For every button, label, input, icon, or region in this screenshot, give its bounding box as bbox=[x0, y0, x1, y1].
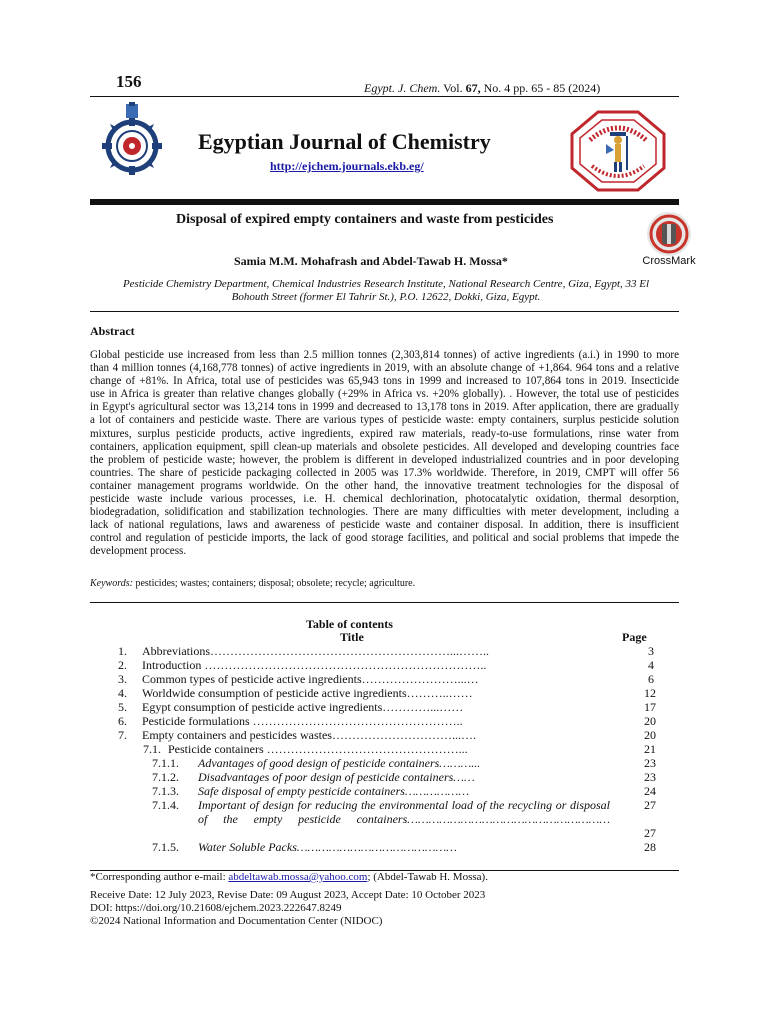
toc-row-page: 24 bbox=[644, 784, 656, 798]
toc-row-page: 6 bbox=[648, 672, 654, 686]
toc-row-title[interactable]: Safe disposal of empty pesticide containers……………… bbox=[198, 784, 469, 798]
toc-row-number: 7.1.5. bbox=[152, 840, 179, 854]
corresponding-email-link[interactable]: abdeltawab.mossa@yahoo.com bbox=[228, 871, 368, 883]
abstract-line: use in Africa is greater than relative changes globally (+29% in Africa vs. +20% globally). . However, the total use of pesticides bbox=[90, 388, 679, 401]
header-rule bbox=[90, 96, 679, 97]
toc-row-page: 23 bbox=[644, 770, 656, 784]
toc-row-number: 7.1.2. bbox=[152, 770, 179, 784]
abstract-line: mixtures, surplus pesticide products, active ingredients, expired raw materials, ready-to-use formulations, rinse water from bbox=[90, 427, 679, 440]
abstract-line: container management programs worldwide. On the other hand, the innovative treatment technologies for the disposal of bbox=[90, 479, 679, 492]
toc-row-page: 27 bbox=[644, 798, 656, 812]
toc-row-number: 1. bbox=[118, 644, 127, 658]
issue-pages: No. 4 pp. 65 - 85 (2024) bbox=[483, 81, 601, 95]
toc-row-title[interactable]: Important of design for reducing the environmental load of the recycling or disposal of the empty pesticide containers………………………………………………… bbox=[198, 798, 610, 826]
toc-row-title[interactable]: Worldwide consumption of pesticide active ingredients………..…… bbox=[142, 686, 473, 700]
toc-row-page: 23 bbox=[644, 756, 656, 770]
journal-reference bbox=[364, 81, 600, 96]
journal-url-link[interactable]: http://ejchem.journals.ekb.eg/ bbox=[270, 159, 424, 173]
vol-number: 67, bbox=[465, 81, 481, 95]
abstract-line: countries. The share of pesticide packaging collected in 2005 was 17.3% worldwide. Therefore, in 2019, CMPT will offer 56 bbox=[90, 466, 679, 479]
toc-row-number: 7.1.3. bbox=[152, 784, 179, 798]
doi: DOI: https://doi.org/10.21608/ejchem.2023.222647.8249 bbox=[90, 902, 342, 914]
toc-row-number: 7. bbox=[118, 728, 127, 742]
abstract-line: lack of national regulations, laws and awareness of pesticide waste and container disposal. In addition, there is insufficient bbox=[90, 519, 679, 532]
abstract-line: containers, application equipment, spill clean-up materials and obsolete pesticides. All developed and developing countries face bbox=[90, 440, 679, 453]
toc-row-page-continued: 27 bbox=[644, 826, 656, 840]
toc-row-number: 7.1.4. bbox=[152, 798, 179, 812]
toc-row-page: 20 bbox=[644, 714, 656, 728]
toc-row-title[interactable]: Advantages of good design of pesticide containers………... bbox=[198, 756, 481, 770]
toc-row-number: 2. bbox=[118, 658, 127, 672]
egyptian-chemical-society-seal-icon bbox=[570, 110, 666, 192]
copyright: ©2024 National Information and Documentation Center (NIDOC) bbox=[90, 915, 383, 927]
affiliation-line-2: Bohouth Street (former El Tahrir St.), P.O. 12622, Dokki, Giza, Egypt. bbox=[231, 291, 541, 303]
toc-row-title[interactable]: Empty containers and pesticides wastes…………………………...…. bbox=[142, 728, 476, 742]
abstract-line: Global pesticide use increased from less than 2.5 million tonnes (2,303,814 tonnes) of active ingredients (a.i.) in 1990 to more bbox=[90, 349, 679, 361]
abstract-line: the problem of pesticide waste; however, the problem is different in developed industrialized countries and in poor developing bbox=[90, 453, 679, 466]
keywords bbox=[90, 578, 415, 589]
crossmark-label: CrossMark bbox=[642, 255, 696, 267]
toc-row-page: 21 bbox=[644, 742, 656, 756]
abstract-line: than 4 million tonnes (4,168,778 tonnes) of active ingredients in 2019, with an absolute change of +1,864. 964 tons and a relative bbox=[90, 362, 679, 375]
page-number: 156 bbox=[116, 72, 142, 91]
corresponding-suffix: ; (Abdel-Tawab H. Mossa). bbox=[367, 871, 488, 883]
toc-row-title[interactable]: Abbreviations……………………………………………………...…….. bbox=[142, 644, 489, 658]
vol-label: Vol. bbox=[443, 81, 463, 95]
journal-abbrev: Egypt. J. Chem. bbox=[364, 81, 441, 95]
abstract-line: change of +81%. In Africa, total use of pesticides was 65,943 tons in 1999 and increased to 107,864 tons in 2019. Insecticide bbox=[90, 375, 679, 388]
toc-row-page: 12 bbox=[644, 686, 656, 700]
toc-row-number: 7.1. bbox=[143, 742, 161, 756]
article-dates bbox=[90, 889, 485, 928]
toc-row-number: 3. bbox=[118, 672, 127, 686]
toc-row-title[interactable]: Egypt consumption of pesticide active ingredients…………...…… bbox=[142, 700, 464, 714]
toc-row-number: 6. bbox=[118, 714, 127, 728]
toc-row-title[interactable]: Common types of pesticide active ingredients……………………...… bbox=[142, 672, 479, 686]
toc-heading: Table of contents bbox=[306, 617, 393, 631]
corresponding-author bbox=[90, 871, 488, 883]
abstract-line: pesticide waste include various processes, i.e. H. chemical dechlorination, photocatalytic oxidation, thermal desorption, bbox=[90, 493, 679, 506]
toc-row-title[interactable]: Pesticide containers …………………………………………... bbox=[168, 742, 468, 756]
abstract-line: in Egypt's agricultural sector was 13,214 tons in 1999 and decreased to 13,178 tons in 2019. After application, there are gradually bbox=[90, 401, 679, 414]
toc-row-page: 28 bbox=[644, 840, 656, 854]
toc-row-title[interactable]: Water Soluble Packs……………………………………… bbox=[198, 840, 457, 854]
article-title: Disposal of expired empty containers and waste from pesticides bbox=[176, 212, 554, 227]
abstract-line: development process. bbox=[90, 545, 187, 558]
toc-row-title[interactable]: Pesticide formulations …………………………………………….. bbox=[142, 714, 463, 728]
masthead-rule bbox=[90, 199, 679, 205]
affiliation bbox=[100, 278, 672, 304]
toc-row-page: 3 bbox=[648, 644, 654, 658]
keywords-list: pesticides; wastes; containers; disposal; obsolete; recycle; agriculture. bbox=[135, 578, 416, 589]
corresponding-prefix: *Corresponding author e-mail: bbox=[90, 871, 229, 883]
affiliation-line-1: Pesticide Chemistry Department, Chemical Industries Research Institute, National Research Centre, Giza, Egypt, 33 El bbox=[122, 278, 650, 290]
toc-row-page: 20 bbox=[644, 728, 656, 742]
affiliation-rule bbox=[90, 311, 679, 312]
abstract-line: a lot of containers and pesticide waste. There are various types of pesticide waste: empty containers, surplus pesticide solution bbox=[90, 414, 679, 427]
abstract-line: control and regulation of pesticide imports, the lack of good storage facilities, and political and social problems that impede the bbox=[90, 532, 679, 545]
toc-row-number: 4. bbox=[118, 686, 127, 700]
toc-row-title[interactable]: Introduction …………………………………………………………….. bbox=[142, 658, 487, 672]
toc-row-title[interactable]: Disadvantages of poor design of pesticide containers…… bbox=[198, 770, 475, 784]
toc-row-page: 4 bbox=[648, 658, 654, 672]
toc-row-page: 17 bbox=[644, 700, 656, 714]
abstract-body bbox=[90, 349, 679, 559]
toc-column-page: Page bbox=[622, 630, 647, 644]
keywords-label: Keywords: bbox=[90, 578, 133, 589]
authors: Samia M.M. Mohafrash and Abdel-Tawab H. Mossa* bbox=[234, 254, 508, 268]
keywords-rule bbox=[90, 602, 679, 603]
receive-dates: Receive Date: 12 July 2023, Revise Date: 09 August 2023, Accept Date: 10 October 2023 bbox=[90, 889, 486, 901]
journal-title: Egyptian Journal of Chemistry bbox=[198, 129, 491, 154]
toc-column-title: Title bbox=[340, 630, 364, 644]
nidoc-emblem-icon bbox=[98, 102, 174, 176]
toc-row-number: 5. bbox=[118, 700, 127, 714]
toc-row-number: 7.1.1. bbox=[152, 756, 179, 770]
abstract-heading: Abstract bbox=[90, 324, 135, 338]
abstract-line: biodegradation, solidification and stabilization technologies. There are many difficulties with meter development, including a bbox=[90, 506, 679, 519]
